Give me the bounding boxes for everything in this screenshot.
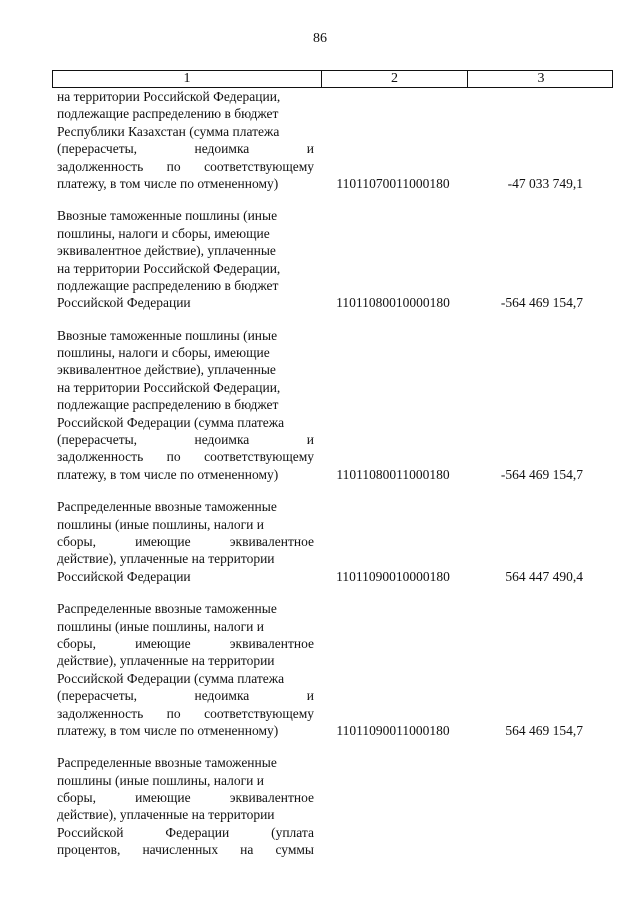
description-line: (перерасчеты, недоимка и — [57, 432, 314, 448]
description-line: Российской Федерации — [57, 568, 191, 584]
description-line: подлежащие распределению в бюджет — [57, 106, 279, 122]
budget-code: 11011090011000180 — [336, 722, 450, 738]
table-row — [52, 327, 613, 484]
description-line: на территории Российской Федерации, — [57, 260, 281, 276]
table-row — [52, 600, 613, 739]
budget-code: 11011080011000180 — [336, 466, 450, 482]
page-number: 86 — [313, 31, 327, 46]
table-body — [52, 88, 613, 874]
description-line: Российской Федерации (уплата — [57, 824, 314, 840]
item-description — [52, 600, 320, 739]
description-line: пошлины, налоги и сборы, имеющие — [57, 225, 270, 241]
description-line: задолженность по соответствующему — [57, 449, 314, 465]
description-line: Ввозные таможенные пошлины (иные — [57, 327, 278, 343]
column-header-3: 3 — [467, 71, 614, 87]
description-line: подлежащие распределению в бюджет — [57, 397, 279, 413]
description-line: (перерасчеты, недоимка и — [57, 688, 314, 704]
description-line: задолженность по соответствующему — [57, 158, 314, 174]
description-line: Распределенные ввозные таможенные — [57, 499, 277, 515]
description-line: подлежащие распределению в бюджет — [57, 277, 279, 293]
table-row — [52, 207, 613, 311]
table-row — [52, 754, 613, 858]
item-description — [52, 207, 320, 311]
description-line: процентов, начисленных на суммы — [57, 842, 314, 858]
description-line: сборы, имеющие эквивалентное — [57, 533, 314, 549]
item-description — [52, 498, 320, 585]
description-line: (перерасчеты, недоимка и — [57, 141, 314, 157]
description-line: действие), уплаченные на территории — [57, 551, 275, 567]
column-header-2: 2 — [321, 71, 467, 87]
description-line: сборы, имеющие эквивалентное — [57, 635, 314, 651]
description-line: Российской Федерации — [57, 295, 191, 311]
description-line: на территории Российской Федерации, — [57, 379, 281, 395]
description-line: эквивалентное действие), уплаченные — [57, 243, 276, 259]
amount: -564 469 154,7 — [500, 295, 583, 311]
item-description — [52, 88, 320, 192]
table-header — [52, 70, 613, 88]
amount: 564 447 490,4 — [505, 568, 583, 584]
budget-code: 11011080010000180 — [336, 295, 450, 311]
description-line: Ввозные таможенные пошлины (иные — [57, 208, 278, 224]
item-description — [52, 327, 320, 484]
description-line: эквивалентное действие), уплаченные — [57, 362, 276, 378]
description-line: Республики Казахстан (сумма платежа — [57, 123, 280, 139]
item-description — [52, 754, 320, 858]
description-line: платежу, в том числе по отмененному) — [57, 466, 279, 482]
description-line: пошлины, налоги и сборы, имеющие — [57, 345, 270, 361]
description-line: Российской Федерации (сумма платежа — [57, 414, 285, 430]
budget-code: 11011090010000180 — [336, 568, 450, 584]
budget-code: 11011070011000180 — [336, 175, 450, 191]
amount: 564 469 154,7 — [505, 722, 583, 738]
description-line: платежу, в том числе по отмененному) — [57, 722, 279, 738]
amount: -47 033 749,1 — [507, 175, 583, 191]
amount: -564 469 154,7 — [500, 466, 583, 482]
description-line: пошлины (иные пошлины, налоги и — [57, 516, 264, 532]
description-line: платежу, в том числе по отмененному) — [57, 175, 279, 191]
description-line: пошлины (иные пошлины, налоги и — [57, 618, 264, 634]
description-line: Распределенные ввозные таможенные — [57, 601, 277, 617]
table-row — [52, 88, 613, 192]
description-line: действие), уплаченные на территории — [57, 653, 275, 669]
description-line: Российской Федерации (сумма платежа — [57, 670, 285, 686]
description-line: сборы, имеющие эквивалентное — [57, 790, 314, 806]
table-row — [52, 498, 613, 585]
description-line: задолженность по соответствующему — [57, 705, 314, 721]
description-line: Распределенные ввозные таможенные — [57, 755, 277, 771]
description-line: действие), уплаченные на территории — [57, 807, 275, 823]
description-line: на территории Российской Федерации, — [57, 89, 281, 104]
column-header-1: 1 — [183, 71, 191, 86]
description-line: пошлины (иные пошлины, налоги и — [57, 772, 264, 788]
